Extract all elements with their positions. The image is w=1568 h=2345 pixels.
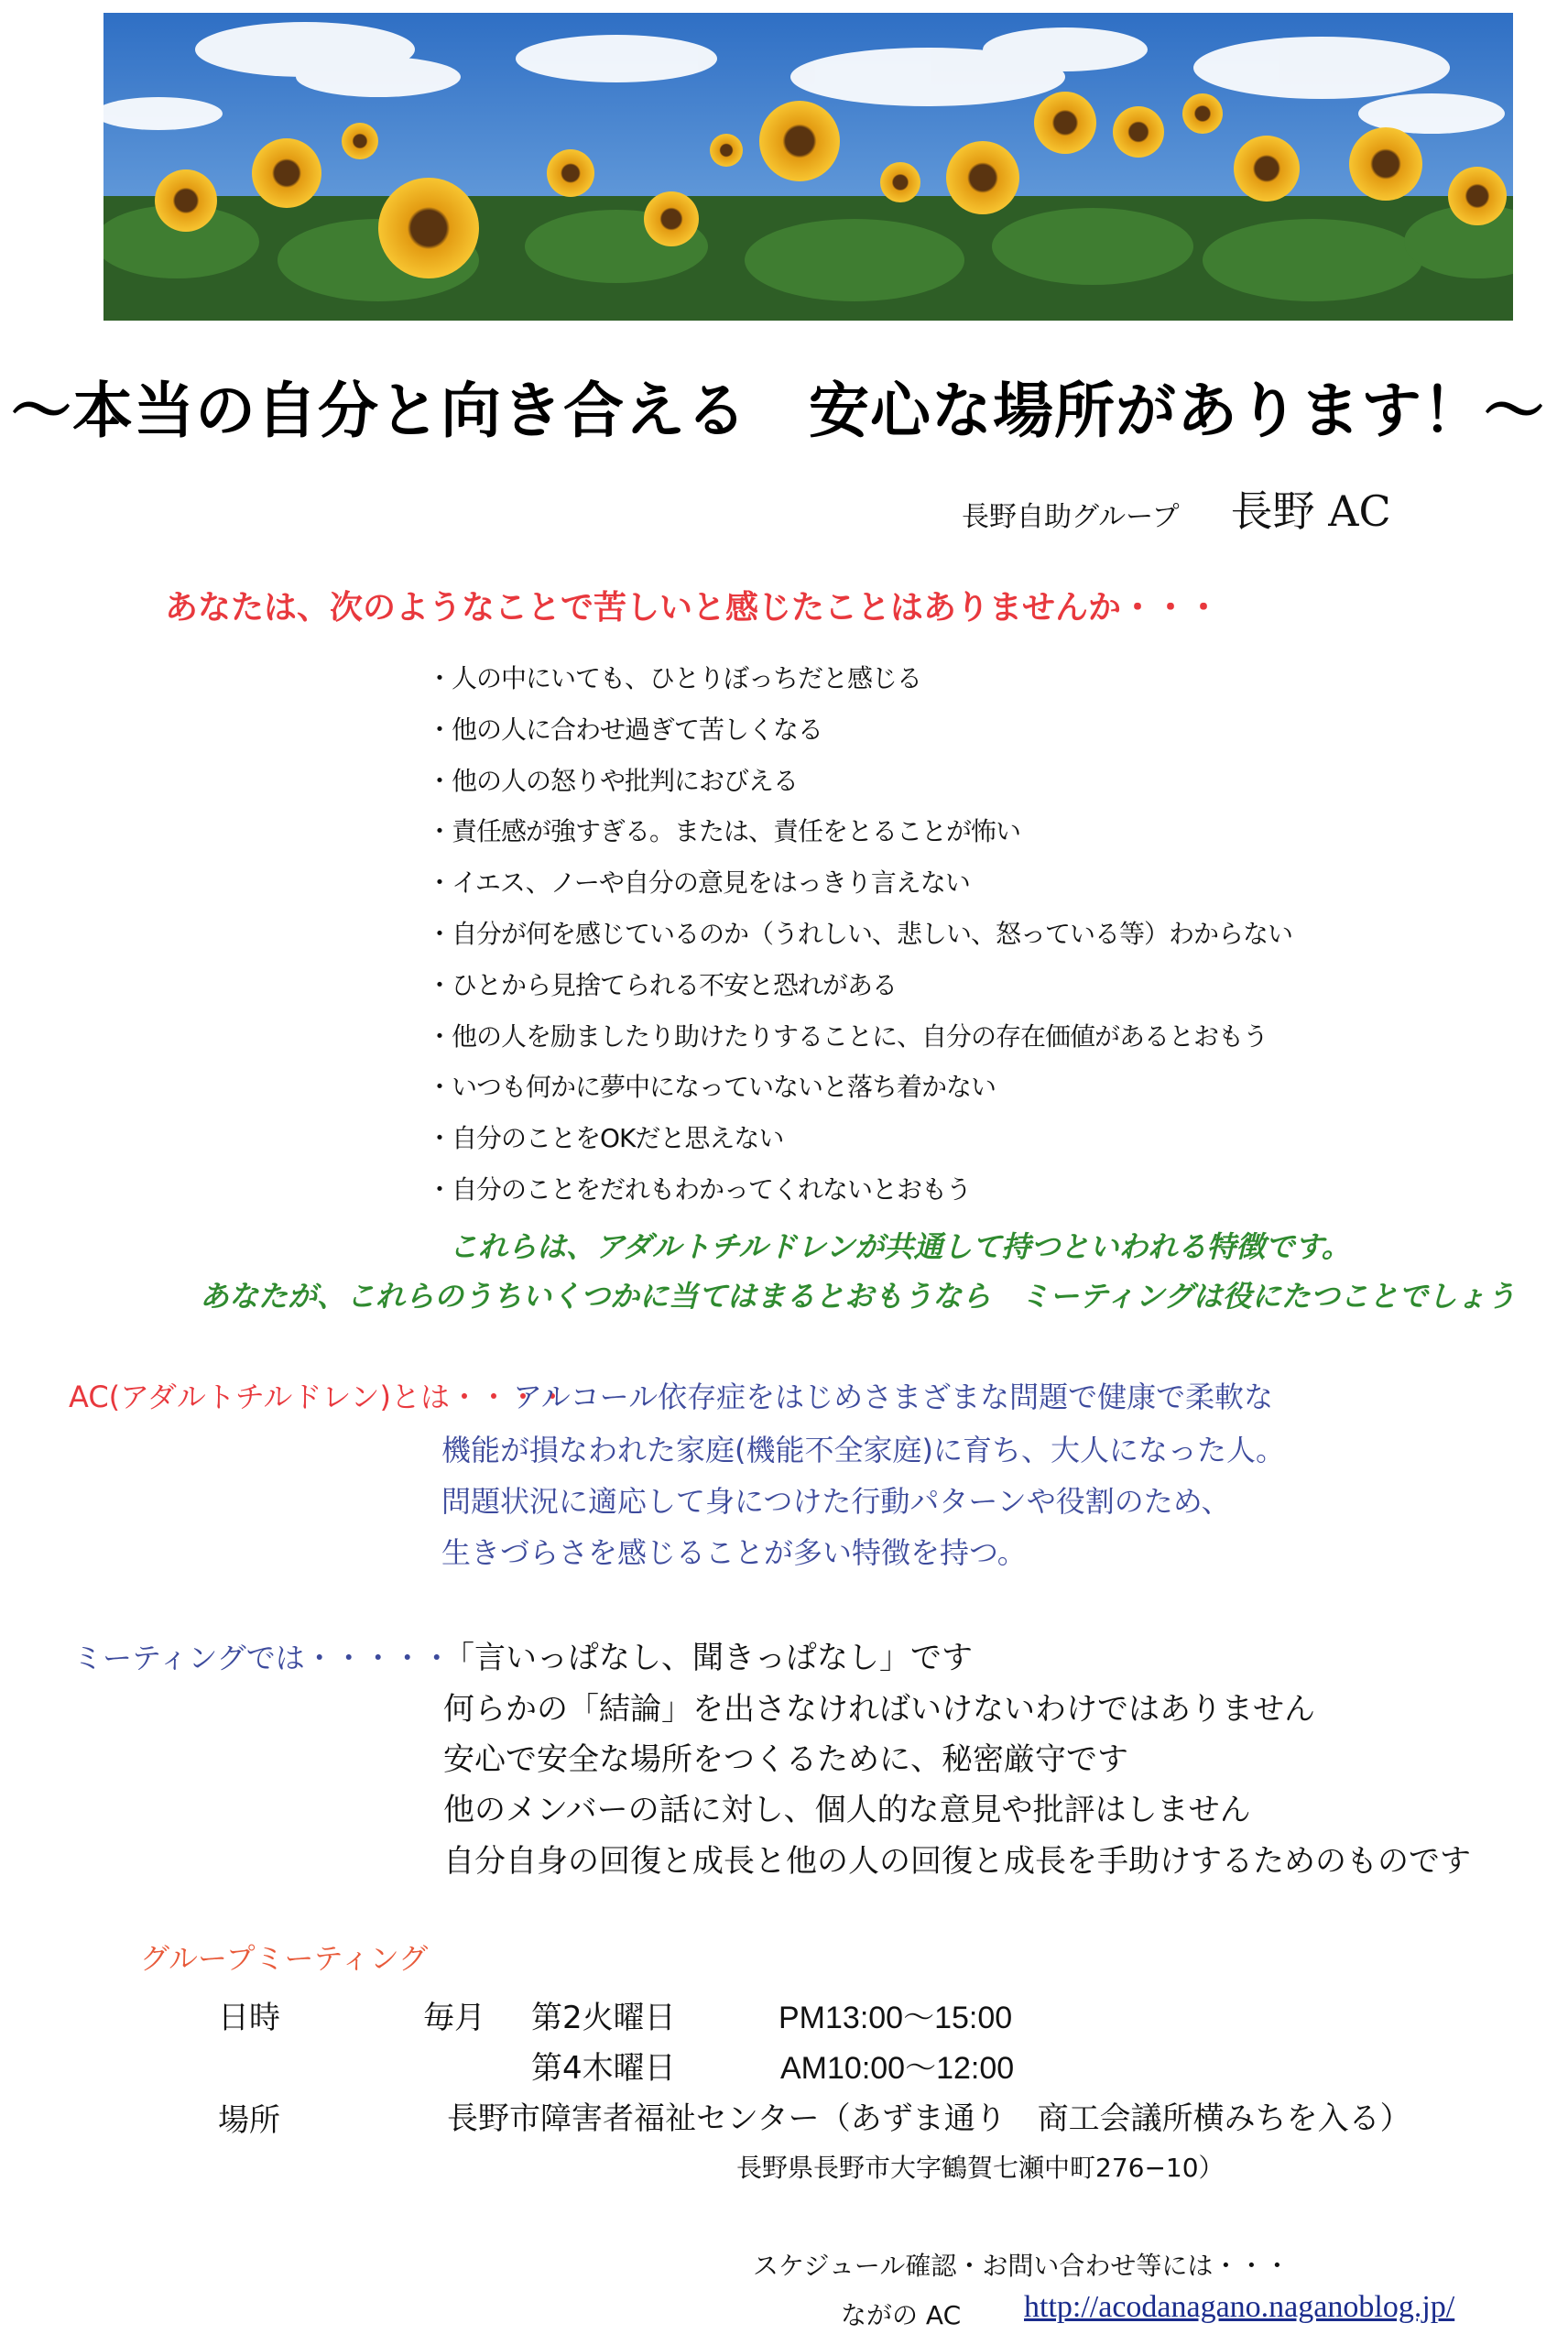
ac-definition-line: 生きづらさを感じることが多い特徴を持つ。 — [441, 1535, 1027, 1570]
place-label: 場所 — [218, 2102, 280, 2139]
list-item: ・ いつも何かに夢中になっていないと落ち着かない — [427, 1066, 1292, 1118]
venue: 長野市障害者福祉センター（あずま通り 商工会議所横みちを入る） — [447, 2100, 1411, 2137]
session-day: 第2火曜日 — [531, 2000, 676, 2036]
headline: ～本当の自分と向き合える 安心な場所があります！～ — [11, 376, 1545, 446]
session-day: 第4木曜日 — [531, 2050, 676, 2087]
sunflower-field-icon — [103, 13, 1513, 321]
summary-line-2: あなたが、これらのうちいくつかに当てはまるとおもうなら ミーティングは役にたつことでしょう — [200, 1279, 1516, 1314]
list-item: ・ 自分のことをOKだと思えない — [427, 1118, 1292, 1169]
meeting-rule: 何らかの「結論」を出さなければいけないわけではありません — [443, 1691, 1315, 1728]
list-item: ・ ひとから見捨てられる不安と恐れがある — [427, 965, 1292, 1016]
ac-definition-line: 問題状況に適応して身につけた行動パターンや役割のため、 — [441, 1484, 1231, 1519]
address: 長野県長野市大字鶴賀七瀬中町276−10） — [736, 2153, 1225, 2183]
ac-definition-label: AC(アダルトチルドレン)とは・・・・ — [69, 1380, 568, 1414]
meeting-rule: 他のメンバーの話に対し、個人的な意見や批評はしません — [443, 1792, 1251, 1828]
organization-subtitle: 長野自助グループ — [962, 501, 1180, 533]
summary-line-1: これらは、アダルトチルドレンが共通して持つといわれる特徴です。 — [449, 1229, 1351, 1264]
list-item: ・ 人の中にいても、ひとりぼっちだと感じる — [427, 658, 1292, 709]
trait-list — [427, 658, 1292, 1220]
date-label: 日時 — [218, 2000, 280, 2036]
list-item: ・ 自分が何を感じているのか（うれしい、悲しい、怒っている等）わからない — [427, 913, 1292, 965]
frequency-label: 毎月 — [423, 2000, 485, 2036]
session-time: AM10:00～12:00 — [780, 2051, 1015, 2086]
sunflower-banner-image — [103, 13, 1513, 321]
session-time: PM13:00～15:00 — [779, 2001, 1013, 2035]
contact-lead: スケジュール確認・お問い合わせ等には・・・ — [753, 2251, 1290, 2281]
meeting-rule: 「言いっぱなし、聞きっぱなし」です — [443, 1640, 973, 1676]
intro-question: あなたは、次のようなことで苦しいと感じたことはありませんか・・・ — [165, 589, 1221, 627]
organization-name: 長野 AC — [1230, 486, 1391, 536]
meeting-rule: 自分自身の回復と成長と他の人の回復と成長を手助けするためのものです — [443, 1843, 1471, 1880]
list-item: ・ 自分のことをだれもわかってくれないとおもう — [427, 1169, 1292, 1220]
list-item: ・ 他の人の怒りや批判におびえる — [427, 760, 1292, 812]
list-item: ・ イエス、ノーや自分の意見をはっきり言えない — [427, 862, 1292, 913]
group-meeting-title: グループミーティング — [140, 1941, 429, 1976]
meeting-rule: 安心で安全な場所をつくるために、秘密厳守です — [443, 1741, 1128, 1778]
meeting-lead: ミーティングでは・・・・・ — [73, 1641, 452, 1675]
list-item: ・ 他の人を励ましたり助けたりすることに、自分の存在価値があるとおもう — [427, 1016, 1292, 1067]
ac-definition-line: アルコール依存症をはじめさまざまな問題で健康で柔軟な — [513, 1380, 1274, 1414]
organization — [962, 478, 1391, 539]
contact-organization: ながの AC — [841, 2300, 962, 2330]
list-item: ・ 責任感が強すぎる。または、責任をとることが怖い — [427, 811, 1292, 862]
ac-definition-lead — [69, 1374, 567, 1416]
list-item: ・ 他の人に合わせ過ぎて苦しくなる — [427, 709, 1292, 760]
contact-url-link[interactable]: http://acodanagano.naganoblog.jp/ — [1024, 2290, 1455, 2324]
ac-definition-line: 機能が損なわれた家庭(機能不全家庭)に育ち、大人になった人。 — [441, 1433, 1285, 1467]
